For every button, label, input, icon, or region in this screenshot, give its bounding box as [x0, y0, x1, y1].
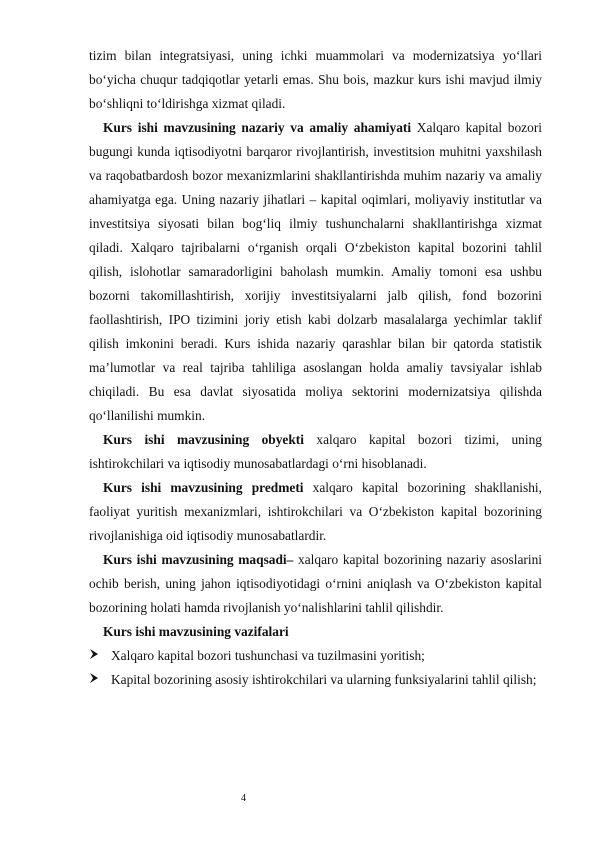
list-item — [89, 668, 542, 692]
subject-label: Kurs ishi mavzusining predmeti — [103, 480, 304, 495]
list-item-text: Kapital bozorining asosiy ishtirokchilari va ularning funksiyalarini tahlil qilish; — [111, 672, 537, 687]
goal-text: xalqaro kapital bozorining nazariy asoslarini ochib berish, uning jahon iqtisodiyotidagi o‘rnini aniqlash va O‘zbekiston kapital bozorining holati hamda rivojlanish yo‘nalishlarini tahlil qilishdir. — [89, 552, 542, 615]
goal-label: Kurs ishi mavzusining maqsadi– — [103, 552, 294, 567]
arrowhead-bullet-icon — [89, 644, 111, 668]
paragraph-subject — [89, 476, 542, 548]
paragraph-significance — [89, 116, 542, 428]
list-item-text: Xalqaro kapital bozori tushunchasi va tuzilmasini yoritish; — [111, 648, 425, 663]
document-body — [89, 44, 542, 692]
object-label: Kurs ishi mavzusining obyekti — [103, 432, 304, 447]
arrowhead-bullet-icon — [89, 668, 111, 692]
tasks-heading: Kurs ishi mavzusining vazifalari — [103, 624, 289, 639]
subject-text: xalqaro kapital bozorining shakllanishi, faoliyat yuritish mexanizmlari, ishtirokchilari va O‘zbekiston kapital bozorining rivojlanishiga oid iqtisodiy munosabatlardir. — [89, 480, 542, 543]
significance-label: Kurs ishi mavzusining nazariy va amaliy ahamiyati — [103, 120, 412, 135]
paragraph-intro-text: tizim bilan integratsiyasi, uning ichki muammolari va modernizatsiya yo‘llari bo‘yicha chuqur tadqiqotlar yetarli emas. Shu bois, mazkur kurs ishi mavjud ilmiy bo‘shliqni to‘ldirishga xizmat qiladi. — [89, 48, 542, 111]
significance-text: Xalqaro kapital bozori bugungi kunda iqtisodiyotni barqaror rivojlantirish, investitsion muhitni yaxshilash va raqobatbardosh bozor mexanizmlarini shakllantirishda muhim nazariy va amaliy ahamiyatga ega. Uning nazariy jihatlari – kapital oqimlari, moliyaviy institutlar va investitsiya siyosati bilan bog‘liq ilmiy tushunchalarni shakllantirishga xizmat qiladi. Xalqaro tajribalarni o‘rganish orqali O‘zbekiston kapital bozorini tahlil qilish, islohotlar samaradorligini baholash mumkin. Amaliy tomoni esa ushbu bozorni takomillashtirish, xorijiy investitsiyalarni jalb qilish, fond bozorini faollashtirish, IPO tizimini joriy etish kabi dolzarb masalalarga yechimlar taklif qilish imkonini beradi. Kurs ishida nazariy qarashlar bilan bir qatorda statistik ma’lumotlar va real tajriba tahliliga asoslangan holda amaliy tavsiyalar ishlab chiqiladi. Bu esa davlat siyosatida moliya sektorini modernizatsiya qilishda qo‘llanilishi mumkin. — [89, 120, 542, 423]
page-number: 4 — [241, 793, 246, 804]
paragraph-goal — [89, 548, 542, 620]
object-text: xalqaro kapital bozori tizimi, uning ishtirokchilari va iqtisodiy munosabatlardagi o‘rni hisoblanadi. — [89, 432, 542, 471]
list-item — [89, 644, 542, 668]
paragraph-intro — [89, 44, 542, 116]
paragraph-object — [89, 428, 542, 476]
